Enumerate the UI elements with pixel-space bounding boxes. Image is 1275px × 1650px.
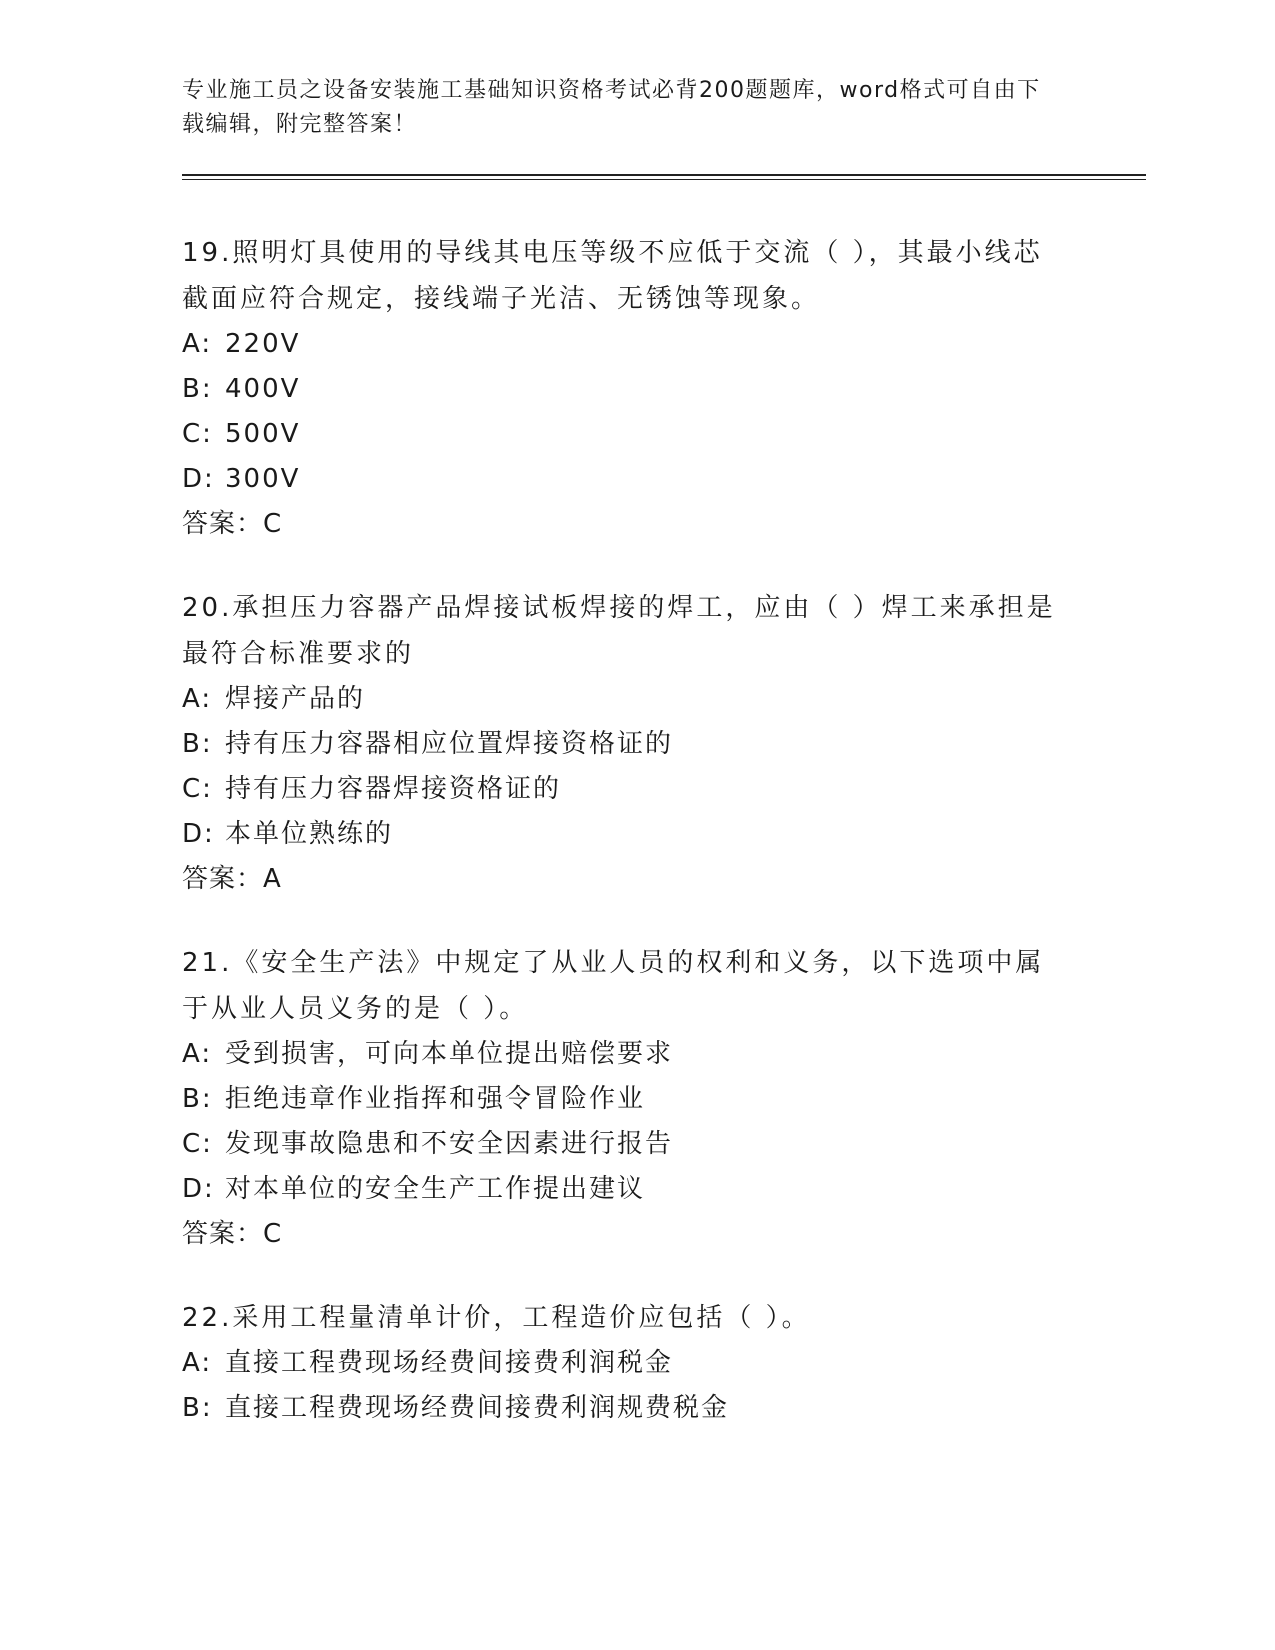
option-d bbox=[182, 457, 1062, 502]
option-text: 300V bbox=[225, 464, 301, 494]
option-letter: A: bbox=[182, 684, 213, 714]
option-text: 持有压力容器相应位置焊接资格证的 bbox=[225, 729, 674, 759]
option-text: 400V bbox=[225, 374, 301, 404]
option-d bbox=[182, 1167, 1062, 1212]
question-19 bbox=[182, 230, 1062, 547]
option-letter: C: bbox=[182, 419, 213, 449]
option-c bbox=[182, 412, 1062, 457]
option-letter: B: bbox=[182, 1084, 213, 1114]
option-letter: D: bbox=[182, 1174, 215, 1204]
option-letter: B: bbox=[182, 1393, 213, 1423]
page-header: 专业施工员之设备安装施工基础知识资格考试必背200题题库，word格式可自由下载编辑，附完整答案！ bbox=[182, 78, 1041, 137]
option-text: 直接工程费现场经费间接费利润规费税金 bbox=[225, 1393, 730, 1423]
option-c bbox=[182, 767, 1062, 812]
option-letter: A: bbox=[182, 329, 213, 359]
header-divider bbox=[182, 174, 1146, 180]
option-text: 发现事故隐患和不安全因素进行报告 bbox=[225, 1129, 674, 1159]
answer-text: 答案：C bbox=[182, 1219, 283, 1249]
question-text: 20.承担压力容器产品焊接试板焊接的焊工，应由（ ）焊工来承担是最符合标准要求的 bbox=[182, 593, 1056, 669]
option-text: 受到损害，可向本单位提出赔偿要求 bbox=[225, 1039, 674, 1069]
option-letter: C: bbox=[182, 774, 213, 804]
answer-text: 答案：C bbox=[182, 509, 283, 539]
option-text: 焊接产品的 bbox=[225, 684, 366, 714]
option-letter: C: bbox=[182, 1129, 213, 1159]
option-a bbox=[182, 677, 1062, 722]
option-text: 持有压力容器焊接资格证的 bbox=[225, 774, 562, 804]
option-letter: A: bbox=[182, 1039, 213, 1069]
option-b bbox=[182, 367, 1062, 412]
option-c bbox=[182, 1122, 1062, 1167]
option-text: 220V bbox=[225, 329, 301, 359]
option-text: 直接工程费现场经费间接费利润税金 bbox=[225, 1348, 674, 1378]
question-text: 21.《安全生产法》中规定了从业人员的权利和义务，以下选项中属于从业人员义务的是（ ）。 bbox=[182, 948, 1045, 1024]
option-letter: D: bbox=[182, 464, 215, 494]
option-letter: D: bbox=[182, 819, 215, 849]
option-b bbox=[182, 1077, 1062, 1122]
option-a bbox=[182, 1341, 1062, 1386]
option-a bbox=[182, 322, 1062, 367]
answer-text: 答案：A bbox=[182, 864, 282, 894]
option-text: 对本单位的安全生产工作提出建议 bbox=[225, 1174, 646, 1204]
question-21 bbox=[182, 940, 1062, 1257]
option-d bbox=[182, 812, 1062, 857]
option-text: 本单位熟练的 bbox=[225, 819, 394, 849]
question-22 bbox=[182, 1295, 1062, 1431]
question-list bbox=[182, 230, 1062, 1469]
option-text: 500V bbox=[225, 419, 301, 449]
option-letter: A: bbox=[182, 1348, 213, 1378]
option-letter: B: bbox=[182, 374, 213, 404]
option-letter: B: bbox=[182, 729, 213, 759]
question-text: 22.采用工程量清单计价，工程造价应包括（ ）。 bbox=[182, 1303, 811, 1333]
option-a bbox=[182, 1032, 1062, 1077]
option-text: 拒绝违章作业指挥和强令冒险作业 bbox=[225, 1084, 646, 1114]
option-b bbox=[182, 1386, 1062, 1431]
option-b bbox=[182, 722, 1062, 767]
question-20 bbox=[182, 585, 1062, 902]
question-text: 19.照明灯具使用的导线其电压等级不应低于交流（ ），其最小线芯截面应符合规定，接线端子光洁、无锈蚀等现象。 bbox=[182, 238, 1043, 314]
